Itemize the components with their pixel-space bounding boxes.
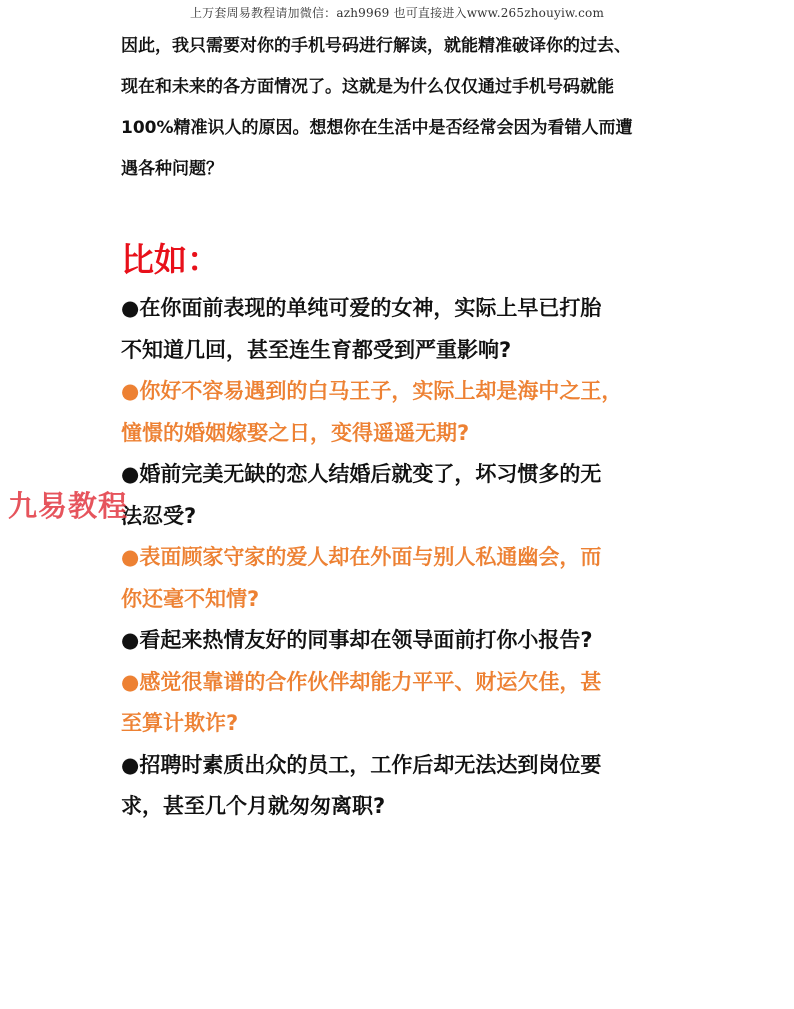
example-item [121, 454, 691, 537]
example-line: ●婚前完美无缺的恋人结婚后就变了，坏习惯多的无 [121, 462, 602, 486]
header-note: 上万套周易教程请加微信：azh9969 也可直接进入www.265zhouyiw.com [189, 6, 605, 20]
example-line: ●感觉很靠谱的合作伙伴却能力平平、财运欠佳，甚 [121, 669, 602, 694]
intro-line: 现在和未来的各方面情况了。这就是为什么仅仅通过手机号码就能 [121, 77, 614, 97]
example-item [121, 288, 691, 371]
example-line: ●看起来热情友好的同事却在领导面前打你小报告? [121, 628, 593, 652]
intro-line: 100%精准识人的原因。想想你在生活中是否经常会因为看错人而遭 [121, 118, 633, 138]
example-item [121, 620, 691, 662]
intro-line: 遇各种问题？ [121, 159, 223, 179]
example-item [121, 662, 691, 745]
intro-line: 因此，我只需要对你的手机号码进行解读，就能精准破译你的过去、 [121, 36, 631, 56]
watermark-logo: 九易教程 [8, 489, 129, 523]
example-line: ●招聘时素质出众的员工，工作后却无法达到岗位要 [121, 752, 602, 777]
example-line: ●你好不容易遇到的白马王子，实际上却是海中之王， [121, 379, 623, 403]
example-line: ●表面顾家守家的爱人却在外面与别人私通幽会，而 [121, 545, 602, 569]
example-line: 至算计欺诈? [121, 711, 239, 735]
examples-list [121, 288, 691, 828]
example-line: 求，甚至几个月就匆匆离职? [121, 794, 386, 818]
example-line: 法忍受? [121, 503, 197, 528]
example-line: 不知道几回，甚至连生育都受到严重影响? [121, 337, 512, 362]
example-item [121, 537, 691, 620]
intro-paragraph [121, 26, 681, 190]
section-heading: 比如： [121, 240, 220, 279]
example-item [121, 745, 691, 828]
example-line: ●在你面前表现的单纯可爱的女神，实际上早已打胎 [121, 296, 602, 320]
example-item [121, 371, 691, 454]
example-line: 你还毫不知情? [121, 586, 260, 611]
example-line: 憧憬的婚姻嫁娶之日，变得遥遥无期? [121, 420, 470, 445]
